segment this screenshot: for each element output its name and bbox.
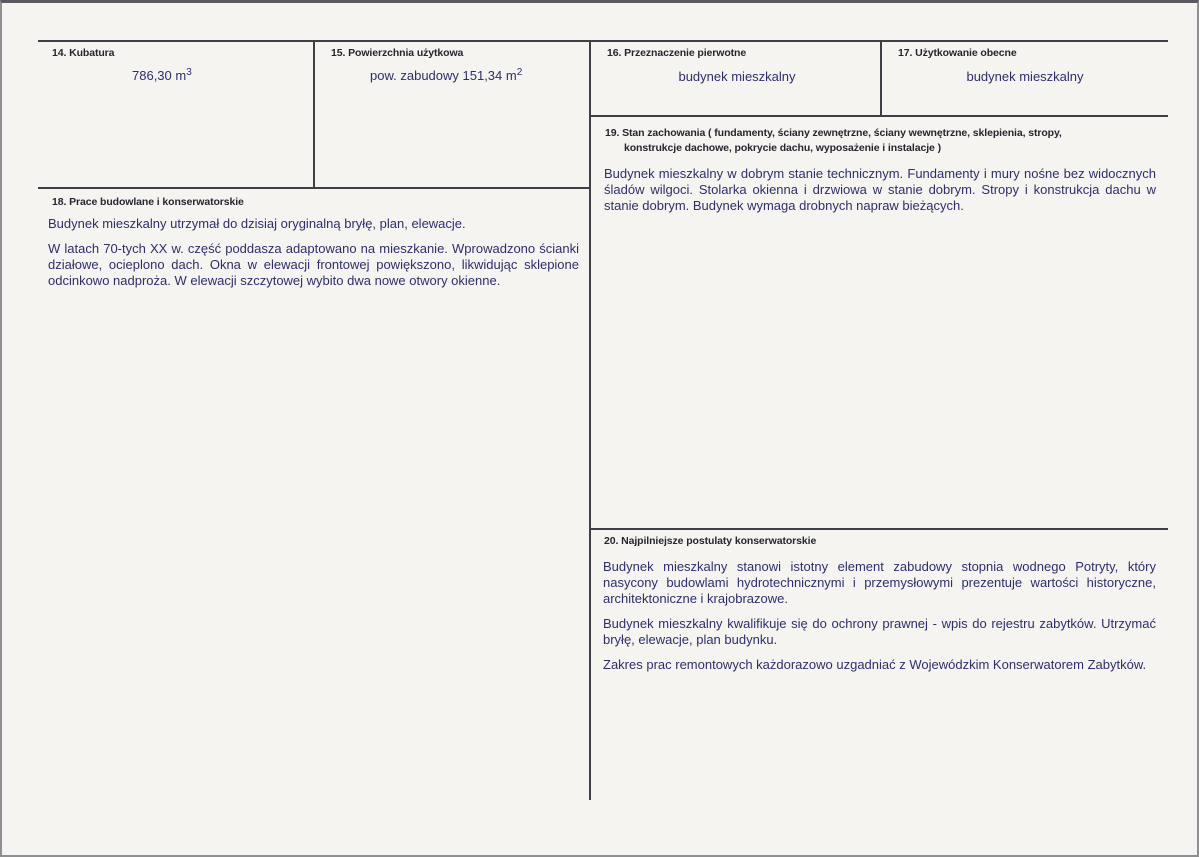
przeznaczenie-value: budynek mieszkalny	[678, 69, 796, 84]
postulaty-text	[603, 559, 1156, 682]
stan-label-line2: konstrukcje dachowe, pokrycie dachu, wyposażenie i instalacje )	[624, 142, 941, 154]
kubatura-number: 786,30	[132, 68, 172, 83]
stan-text	[604, 166, 1156, 223]
stan-label-line1: 19. Stan zachowania ( fundamenty, ściany zewnętrzne, ściany wewnętrzne, sklepienia, stropy,	[605, 127, 1062, 139]
top-rule	[38, 40, 1168, 42]
postulaty-paragraph-2: Budynek mieszkalny kwalifikuje się do ochrony prawnej - wpis do rejestru zabytków. Utrzymać bryłę, elewacje, plan budynku.	[603, 616, 1156, 647]
postulaty-paragraph-1: Budynek mieszkalny stanowi istotny element zabudowy stopnia wodnego Potryty, który nasycony budowlami hydrotechnicznymi i przemysłowymi prezentuje wartości historyczne, architektoniczne i krajobrazowe.	[603, 559, 1156, 606]
powierzchnia-unit: m	[505, 68, 517, 83]
divider-14-15	[313, 40, 315, 188]
divider-main	[589, 40, 591, 800]
przeznaczenie-label: 16. Przeznaczenie pierwotne	[607, 47, 747, 59]
powierzchnia-unit-exp: 2	[516, 67, 523, 78]
prace-paragraph-1: Budynek mieszkalny utrzymał do dzisiaj oryginalną bryłę, plan, elewacje.	[48, 216, 466, 231]
uzytkowanie-value: budynek mieszkalny	[966, 69, 1084, 84]
prace-paragraph-2: W latach 70-tych XX w. część poddasza adaptowano na mieszkanie. Wprowadzono ścianki działowe, ocieplono dach. Okna w elewacji frontowej powiększono, likwidując sklepione odcinkowo nadproża. W elewacji szczytowej wybito dwa nowe otwory okienne.	[48, 241, 579, 288]
rule-under-16-17	[591, 115, 1168, 117]
prace-text	[48, 216, 579, 298]
powierzchnia-value	[370, 67, 570, 83]
stan-paragraph: Budynek mieszkalny w dobrym stanie technicznym. Fundamenty i mury nośne bez widocznych śladów wilgoci. Stolarka okienna i drzwiowa w stanie dobrym. Stropy i konstrukcja dachu w stanie dobrym. Budynek wymaga drobnych napraw bieżących.	[604, 166, 1156, 213]
powierzchnia-number: pow. zabudowy 151,34	[370, 68, 503, 83]
powierzchnia-label: 15. Powierzchnia użytkowa	[331, 47, 464, 59]
uzytkowanie-label: 17. Użytkowanie obecne	[898, 47, 1017, 59]
kubatura-unit-exp: 3	[186, 67, 192, 78]
rule-above-18	[38, 187, 591, 189]
kubatura-label: 14. Kubatura	[52, 47, 115, 59]
postulaty-label: 20. Najpilniejsze postulaty konserwatorskie	[604, 535, 817, 547]
kubatura-unit: m	[175, 68, 187, 83]
kubatura-value	[132, 67, 222, 83]
rule-above-20	[591, 528, 1168, 530]
postulaty-paragraph-3: Zakres prac remontowych każdorazowo uzgadniać z Wojewódzkim Konserwatorem Zabytków.	[603, 657, 1147, 672]
prace-label: 18. Prace budowlane i konserwatorskie	[52, 196, 244, 208]
